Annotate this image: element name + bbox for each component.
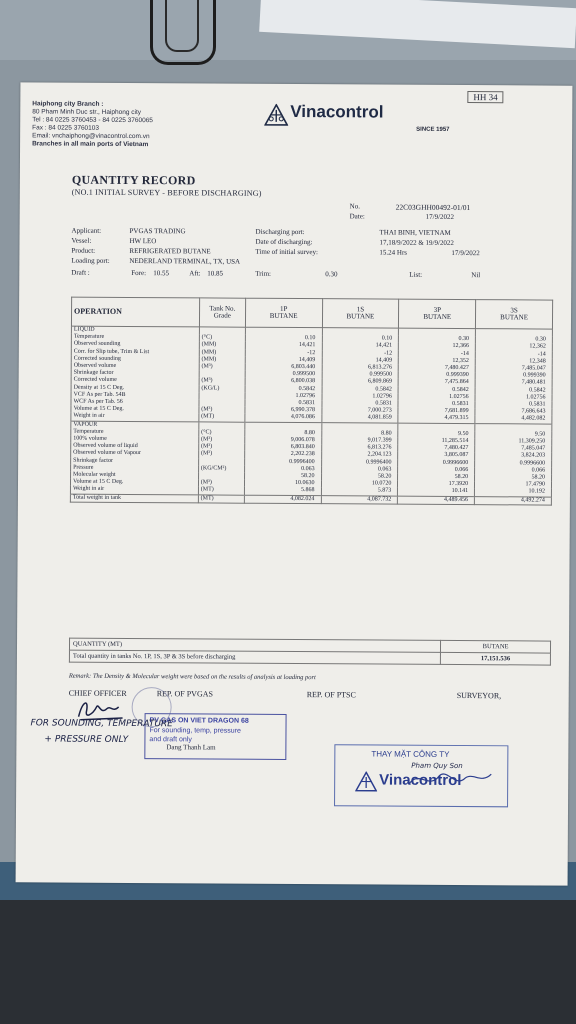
discharging-port-label: Discharging port: bbox=[255, 227, 305, 237]
logo-since: SINCE 1957 bbox=[416, 126, 450, 133]
tank-grade: BUTANE bbox=[423, 312, 452, 321]
tank-value-cell: 17.3920 bbox=[398, 481, 475, 489]
row-label: Weight in air bbox=[71, 413, 199, 421]
tank-value-cell: 4,087.732 bbox=[321, 495, 398, 504]
tank-grade: BUTANE bbox=[346, 312, 375, 321]
quantity-total-label: Total quantity in tanks No. 1P, 1S, 3P & 3S before discharging bbox=[69, 650, 440, 664]
page-subtitle: (NO.1 INITIAL SURVEY - BEFORE DISCHARGING) bbox=[71, 187, 262, 198]
tank-value-cell: 4,076.086 bbox=[245, 414, 322, 422]
quantity-summary-table bbox=[69, 638, 551, 666]
tank-grade: BUTANE bbox=[269, 311, 298, 321]
row-label: Temperature bbox=[71, 428, 199, 436]
tank-value-cell: 0.5831 bbox=[321, 400, 398, 408]
tank-value-cell: 14,421 bbox=[322, 343, 399, 351]
tank-header-3s bbox=[476, 300, 553, 329]
operation-header: OPERATION bbox=[71, 297, 199, 327]
tank-value-cell: 6,809.869 bbox=[322, 379, 399, 387]
binder-clip-wire-icon bbox=[165, 0, 199, 52]
tank-value-cell: 7,686.643 bbox=[475, 408, 552, 416]
tank-value-cell: 7,480.427 bbox=[398, 445, 475, 453]
form-code: HH 34 bbox=[467, 91, 503, 103]
tank-value-cell: 10.141 bbox=[398, 488, 475, 496]
tank-value-cell: 0.30 bbox=[476, 336, 553, 344]
fore-value: 10.55 bbox=[153, 269, 170, 278]
vinacontrol-seal bbox=[334, 744, 508, 807]
tank-value-cell: 3,805.087 bbox=[398, 452, 475, 460]
tank-value-cell: 7,681.899 bbox=[398, 408, 475, 416]
rep-pvgas-label: REP. OF PVGAS bbox=[156, 689, 213, 699]
tank-value-cell: 0.30 bbox=[399, 336, 476, 344]
seal-scale-icon bbox=[355, 771, 377, 793]
product-label: Product: bbox=[71, 246, 96, 255]
tank-value-cell: 8.80 bbox=[321, 430, 398, 438]
tank-header-1s bbox=[322, 299, 399, 328]
tank-value-cell: 7,000.273 bbox=[321, 407, 398, 415]
row-label: Observed volume bbox=[71, 363, 199, 371]
stamp-name: Dang Thanh Lam bbox=[166, 743, 216, 752]
row-label: Shrinkage factor bbox=[71, 370, 199, 378]
tank-value-cell: 0.10 bbox=[322, 335, 399, 343]
branch-email: Email: vnchaiphong@vinacontrol.com.vn bbox=[32, 132, 150, 141]
date-value: 17/9/2022 bbox=[425, 212, 455, 221]
row-unit: (°C) bbox=[199, 429, 245, 436]
branch-note: Branches in all main ports of Vietnam bbox=[32, 140, 149, 149]
tank-value-cell: 9.50 bbox=[475, 431, 552, 439]
tank-value-cell: 12,362 bbox=[475, 344, 552, 352]
row-unit: (KG/CM²) bbox=[198, 465, 244, 472]
loading-port-label: Loading port: bbox=[71, 256, 110, 265]
quantity-record-document bbox=[16, 82, 573, 885]
tank-value-cell: 0.5842 bbox=[475, 387, 552, 395]
tank-value-cell: 0.5842 bbox=[322, 386, 399, 394]
row-unit: (M³) bbox=[198, 451, 244, 458]
vinacontrol-scale-icon bbox=[264, 104, 288, 128]
tank-value-cell: 6,800.038 bbox=[245, 378, 322, 386]
row-unit: (MT) bbox=[199, 414, 245, 422]
tank-no: 1S bbox=[356, 305, 365, 314]
tank-value-cell: 58.20 bbox=[398, 474, 475, 482]
row-label: Volume at 15 C Deg. bbox=[70, 479, 198, 487]
tank-value-cell: 0.999500 bbox=[322, 371, 399, 379]
tank-value-cell: 1.02796 bbox=[322, 393, 399, 401]
applicant-value: PVGAS TRADING bbox=[129, 226, 186, 236]
seal-brand: Vinacontrol bbox=[379, 771, 462, 790]
tank-value-cell: 7,485.047 bbox=[475, 365, 552, 373]
date-of-discharging-label: Date of discharging: bbox=[255, 237, 313, 247]
tank-value-cell: 11,309.250 bbox=[475, 438, 552, 446]
tank-value-cell: 1.02756 bbox=[398, 393, 475, 401]
tank-value-cell: 0.066 bbox=[475, 467, 552, 475]
quantity-total-row bbox=[69, 650, 550, 665]
tank-value-cell: 17.4790 bbox=[475, 481, 552, 489]
tank-value-cell: 1.02756 bbox=[475, 394, 552, 402]
tank-value-cell: 0.9996600 bbox=[475, 460, 552, 468]
row-unit: (M³) bbox=[198, 480, 244, 487]
tank-value-cell: 58.20 bbox=[475, 474, 552, 482]
row-unit: (M³) bbox=[199, 363, 245, 370]
operations-table-body bbox=[70, 326, 552, 505]
tank-no-label: Tank No. bbox=[209, 304, 236, 313]
tank-header-1p bbox=[245, 298, 322, 327]
initial-survey-time-value: 15.24 Hrs bbox=[379, 248, 408, 257]
grade-label: Grade bbox=[213, 311, 231, 320]
row-label: WCF As per Tab. 56 bbox=[71, 399, 199, 407]
row-label: VAPOUR bbox=[71, 421, 199, 429]
row-unit: (°C) bbox=[199, 335, 245, 342]
branch-street: 80 Pham Minh Duc str., Haiphong city bbox=[32, 108, 142, 117]
tank-value-cell: 6,813.276 bbox=[321, 444, 398, 452]
tank-value-cell: 0.5842 bbox=[398, 386, 475, 394]
row-label: Molecular weight bbox=[71, 472, 199, 480]
quantity-header-label: QUANTITY (MT) bbox=[69, 638, 440, 652]
row-unit: (MT) bbox=[198, 495, 244, 503]
operations-table bbox=[70, 297, 553, 506]
tank-no: 3S bbox=[510, 306, 518, 315]
row-label: Observed volume of liquid bbox=[71, 443, 199, 451]
tank-value-cell: 0.063 bbox=[321, 466, 398, 474]
no-label: No. bbox=[349, 202, 361, 211]
fore-label: Fore: bbox=[131, 269, 147, 278]
desk-background-bottom bbox=[0, 900, 576, 1024]
tank-value-cell: 6,990.378 bbox=[245, 407, 322, 415]
tank-value-cell: 0.5831 bbox=[475, 401, 552, 409]
tank-value-cell: -14 bbox=[475, 351, 552, 359]
branch-address bbox=[32, 100, 153, 149]
row-label: Density at 15 C Deg. bbox=[71, 384, 199, 392]
row-unit: (KG/L) bbox=[199, 385, 245, 392]
list-value: Nil bbox=[471, 271, 481, 280]
date-label: Date: bbox=[349, 212, 365, 221]
chief-officer-label: CHIEF OFFICER bbox=[68, 688, 127, 698]
remark: Remark: The Density & Molecular weight were based on the results of analysis at loading port bbox=[68, 672, 316, 682]
row-label: 100% volume bbox=[71, 436, 199, 444]
no-value: 22C03GHH00492-01/01 bbox=[395, 202, 471, 213]
tank-value-cell: 10.192 bbox=[475, 489, 552, 497]
tank-value-cell: 9,017.399 bbox=[321, 437, 398, 445]
tank-value-cell: 0.9996600 bbox=[398, 459, 475, 467]
page-title: QUANTITY RECORD bbox=[71, 172, 196, 188]
tank-value-cell: 7,480.481 bbox=[475, 380, 552, 388]
row-unit: (MT) bbox=[198, 487, 244, 495]
tank-value-cell: 0.999500 bbox=[245, 371, 322, 379]
aft-value: 10.85 bbox=[207, 269, 224, 278]
tank-value-cell: 12,366 bbox=[399, 343, 476, 351]
tank-value-cell: 6,803.840 bbox=[244, 444, 321, 452]
tank-value-cell: 0.063 bbox=[244, 466, 321, 474]
tank-no: 1P bbox=[279, 304, 288, 313]
quantity-header-grade: BUTANE bbox=[441, 640, 551, 653]
discharging-port-value: THAI BINH, VIETNAM bbox=[379, 228, 451, 237]
tank-value-cell: 2,204.123 bbox=[321, 452, 398, 460]
row-unit: (M³) bbox=[199, 378, 245, 385]
branch-tel: Tel : 84 0225 3760453 - 84 0225 3760065 bbox=[32, 116, 153, 125]
trim-value: 0.30 bbox=[325, 270, 338, 279]
seal-line1: THAY MẶT CÔNG TY bbox=[371, 749, 450, 759]
initial-survey-time-label: Time of initial survey: bbox=[255, 247, 318, 257]
row-unit: (MM) bbox=[199, 349, 245, 356]
tank-value-cell: 4,489.456 bbox=[398, 496, 475, 505]
row-unit: (M³) bbox=[199, 407, 245, 414]
tank-value-cell: 9,006.078 bbox=[244, 437, 321, 445]
date-of-discharging-value: 17,18/9/2022 & 19/9/2022 bbox=[379, 238, 454, 247]
row-label: Shrinkage factor bbox=[71, 457, 199, 465]
tank-value-cell: 11,285.514 bbox=[398, 438, 475, 446]
tank-value-cell: 0.9996400 bbox=[321, 459, 398, 467]
tank-value-cell: 8.80 bbox=[244, 430, 321, 438]
row-unit: (MM) bbox=[199, 356, 245, 363]
tank-value-cell: 0.5831 bbox=[398, 401, 475, 409]
draft-label: Draft : bbox=[71, 268, 90, 277]
tank-value-cell: 12,352 bbox=[399, 357, 476, 365]
stamp-line2: For sounding, temp, pressure bbox=[149, 726, 241, 735]
tank-value-cell: 5.873 bbox=[321, 488, 398, 496]
tank-value-cell: 12,348 bbox=[475, 358, 552, 366]
vinacontrol-logo: Vinacontrol bbox=[290, 101, 384, 122]
row-label: Temperature bbox=[71, 334, 199, 342]
tank-header-3p bbox=[399, 299, 476, 328]
tank-grade-header bbox=[199, 298, 245, 327]
handwritten-note-line2: + PRESSURE ONLY bbox=[44, 734, 129, 745]
applicant-label: Applicant: bbox=[71, 226, 102, 235]
seal-signer: Pham Quy Son bbox=[411, 761, 463, 771]
tank-value-cell: 10.0720 bbox=[321, 480, 398, 488]
tank-value-cell: 10.0630 bbox=[244, 480, 321, 488]
row-label: Volume at 15 C Deg. bbox=[71, 406, 199, 414]
row-label: Weight in air bbox=[70, 486, 198, 494]
branch-fax: Fax : 84 0225 3760103 bbox=[32, 124, 100, 132]
tank-value-cell: 7,485.047 bbox=[475, 445, 552, 453]
tank-value-cell: 4,479.315 bbox=[398, 415, 475, 423]
tank-value-cell: 0.5831 bbox=[245, 400, 322, 408]
row-label: Corr. for Slip tube, Trim & List bbox=[71, 348, 199, 356]
tank-value-cell: -12 bbox=[245, 349, 322, 357]
tank-value-cell: 6,813.276 bbox=[322, 364, 399, 372]
tank-value-cell: 58.20 bbox=[244, 473, 321, 481]
operations-table-header bbox=[71, 297, 552, 329]
tank-value-cell: 2,202.238 bbox=[244, 451, 321, 459]
product-value: REFRIGERATED BUTANE bbox=[129, 246, 211, 256]
tank-value-cell: 1.02796 bbox=[245, 393, 322, 401]
tank-value-cell: 0.066 bbox=[398, 466, 475, 474]
rep-ptsc-label: REP. OF PTSC bbox=[306, 690, 356, 700]
tank-value-cell: 7,480.427 bbox=[399, 365, 476, 373]
tank-value-cell: 3,824.203 bbox=[475, 453, 552, 461]
tank-value-cell: 9.50 bbox=[398, 430, 475, 438]
stamp-line3: and draft only bbox=[149, 736, 192, 744]
tank-value-cell: 0.999390 bbox=[398, 372, 475, 380]
surveyor-label: SURVEYOR, bbox=[456, 690, 502, 701]
tank-value-cell: 4,482.082 bbox=[475, 416, 552, 424]
row-label: Total weight in tank bbox=[70, 494, 198, 503]
row-unit: (MM) bbox=[199, 342, 245, 349]
loading-port-value: NEDERLAND TERMINAL, TX, USA bbox=[129, 256, 241, 266]
branch-title: Haiphong city Branch : bbox=[32, 100, 104, 108]
tank-value-cell: 4,082.024 bbox=[244, 495, 321, 504]
tank-grade: BUTANE bbox=[500, 313, 529, 322]
tank-value-cell: 0.9996400 bbox=[244, 458, 321, 466]
quantity-total-value: 17,151.536 bbox=[441, 652, 551, 665]
row-label: Observed volume of Vapour bbox=[71, 450, 199, 458]
tank-value-cell: 0.999390 bbox=[475, 372, 552, 380]
aft-label: Aft: bbox=[189, 269, 201, 278]
tank-value-cell: 0.5842 bbox=[245, 385, 322, 393]
tank-value-cell: 58.20 bbox=[321, 473, 398, 481]
trim-label: Trim: bbox=[255, 269, 272, 278]
row-label: LIQUID bbox=[71, 326, 199, 334]
tank-value-cell: 14,409 bbox=[322, 357, 399, 365]
tank-value-cell: 14,409 bbox=[245, 357, 322, 365]
tank-value-cell: 6,803.440 bbox=[245, 364, 322, 372]
stamp-line1: PV GAS ON VIET DRAGON 68 bbox=[149, 717, 249, 725]
row-label: VCF As per Tab. 54B bbox=[71, 391, 199, 399]
tank-value-cell: 4,081.859 bbox=[321, 415, 398, 423]
tank-value-cell: 7,475.864 bbox=[398, 379, 475, 387]
table-row bbox=[70, 494, 551, 505]
handwritten-note-line1: FOR SOUNDING, TEMPERATURE bbox=[30, 718, 173, 730]
list-label: List: bbox=[409, 270, 423, 279]
row-label: Pressure bbox=[71, 464, 199, 472]
tank-value-cell: 0.10 bbox=[245, 335, 322, 343]
surveyor-signature bbox=[405, 766, 495, 793]
row-unit: (M³) bbox=[199, 436, 245, 443]
row-label: Corrected volume bbox=[71, 377, 199, 385]
tank-value-cell: 5.868 bbox=[244, 487, 321, 495]
row-label: Observed sounding bbox=[71, 341, 199, 349]
vessel-value: HW LEO bbox=[129, 236, 157, 246]
row-label: Corrected sounding bbox=[71, 355, 199, 363]
tank-value-cell: 14,421 bbox=[245, 342, 322, 350]
tank-value-cell: 4,492.274 bbox=[475, 496, 552, 505]
tank-value-cell: -14 bbox=[399, 350, 476, 358]
initial-survey-date-value: 17/9/2022 bbox=[451, 248, 480, 258]
tank-value-cell: -12 bbox=[322, 350, 399, 358]
tank-no: 3P bbox=[433, 305, 442, 314]
vessel-label: Vessel: bbox=[71, 236, 92, 245]
row-unit: (M³) bbox=[198, 444, 244, 451]
